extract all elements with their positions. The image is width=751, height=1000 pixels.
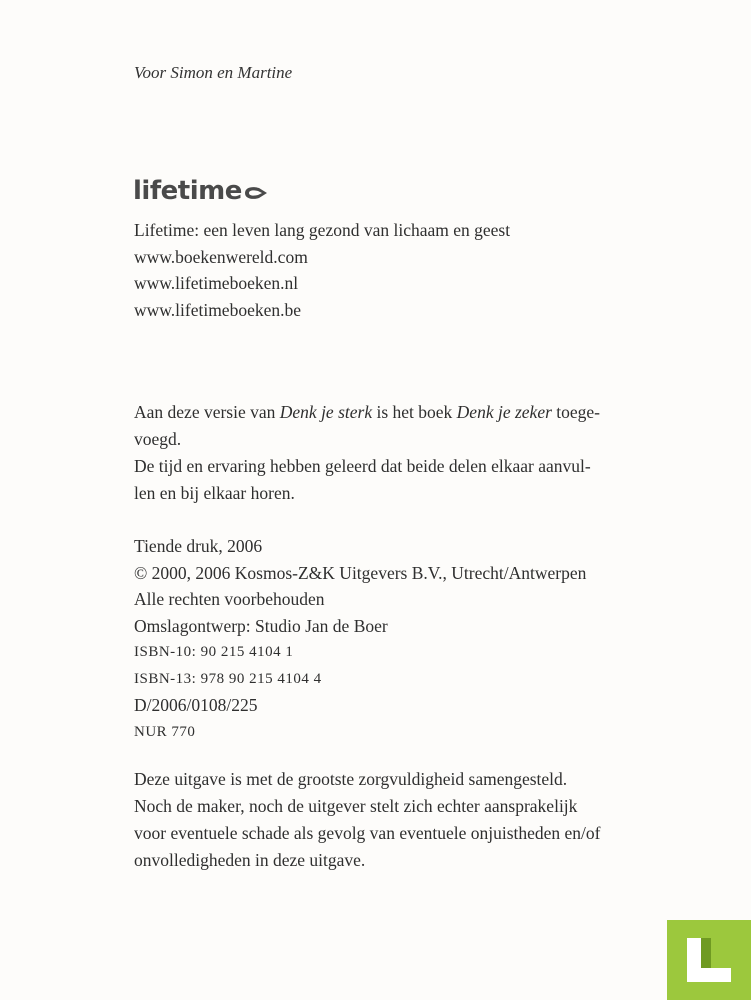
note-line: voegd. [134,429,182,449]
dedication: Voor Simon en Martine [134,63,293,82]
colophon [134,533,586,745]
logo-text: lifetime [133,176,242,206]
watermark-shade [701,938,711,968]
note-line: De tijd en ervaring hebben geleerd dat beide delen elkaar aanvul- [134,456,591,476]
watermark-letter-l-base [687,968,731,982]
note-text: Aan deze versie van [134,402,280,422]
book-title: Denk je zeker [456,402,552,422]
disclaimer-line: voor eventuele schade als gevolg van eventuele onjuistheden en/of [134,823,601,843]
disclaimer-line: onvolledigheden in deze uitgave. [134,850,366,870]
isbn13-line: ISBN-13: 978 90 215 4104 4 [134,670,322,687]
depot-line: D/2006/0108/225 [134,695,258,715]
note-text: is het boek [372,402,457,422]
disclaimer [134,766,601,874]
disclaimer-line: Noch de maker, noch de uitgever stelt zich echter aansprakelijk [134,796,578,816]
publisher-url: www.lifetimeboeken.nl [134,273,299,293]
note-line: len en bij elkaar horen. [134,483,295,503]
logo-arrow-icon [243,184,269,202]
nur-line: NUR 770 [134,723,196,740]
isbn10-line: ISBN-10: 90 215 4104 1 [134,644,294,660]
edition-note [134,399,600,507]
publisher-url: www.lifetimeboeken.be [134,299,302,320]
cover-design-line: Omslagontwerp: Studio Jan de Boer [134,615,388,636]
note-line [134,399,600,426]
publisher-info [134,217,510,323]
watermark-logo [667,920,751,1000]
copyright-line: © 2000, 2006 Kosmos-Z&K Uitgevers B.V., Utrecht/Antwerpen [134,562,587,583]
rights-line: Alle rechten voorbehouden [134,589,325,609]
disclaimer-line: Deze uitgave is met de grootste zorgvuldigheid samengesteld. [134,769,568,789]
note-text: toege- [551,402,601,422]
publisher-url: www.boekenwereld.com [134,246,308,267]
publisher-tagline: Lifetime: een leven lang gezond van lichaam en geest [134,220,511,240]
edition-line: Tiende druk, 2006 [134,536,263,556]
lifetime-logo [133,176,269,206]
book-title: Denk je sterk [279,402,373,422]
